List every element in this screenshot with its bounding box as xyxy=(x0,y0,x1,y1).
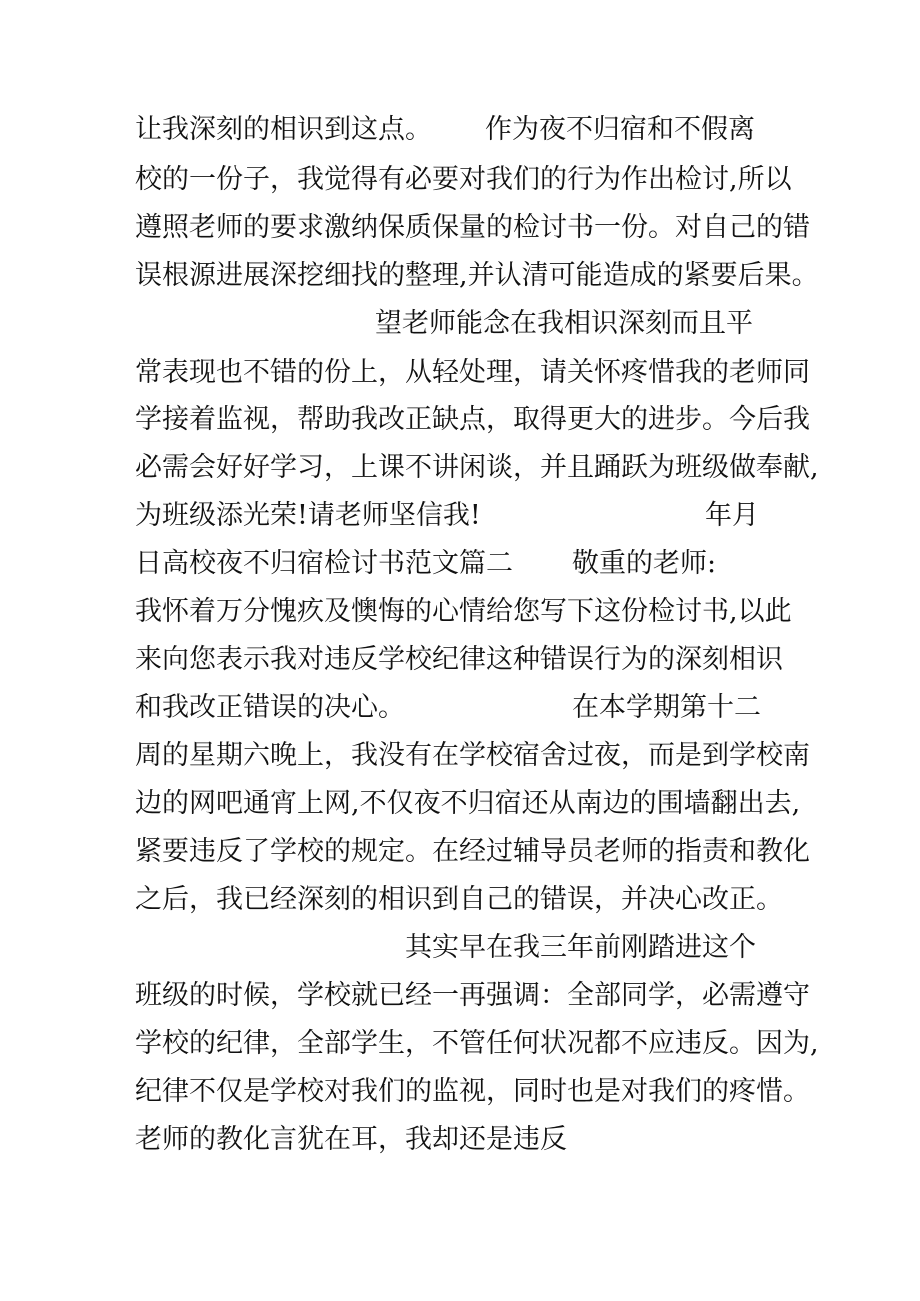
text-line-14: 周的星期六晚上，我没有在学校宿舍过夜，而是到学校南 xyxy=(135,740,810,771)
text-line-13b: 在本学期第十二 xyxy=(572,692,761,723)
text-line-4: 误根源进展深挖细找的整理,并认清可能造成的紧要后果。 xyxy=(135,260,819,291)
text-line-20: 学校的纪律，全部学生，不管任何状况都不应违反。因为, xyxy=(135,1028,819,1059)
text-line-11: 我怀着万分愧疚及懊悔的心情给您写下这份检讨书,以此 xyxy=(135,596,792,627)
text-line-10b: 敬重的老师: xyxy=(572,548,717,579)
text-line-1b: 作为夜不归宿和不假离 xyxy=(485,114,755,145)
text-line-17: 之后，我已经深刻的相识到自己的错误，并决心改正。 xyxy=(135,884,783,915)
text-line-21: 纪律不仅是学校对我们的监视，同时也是对我们的疼惜。 xyxy=(135,1076,810,1107)
text-line-2: 校的一份子，我觉得有必要对我们的行为作出检讨,所以 xyxy=(135,164,792,195)
text-line-12: 来向您表示我对违反学校纪律这种错误行为的深刻相识 xyxy=(135,644,783,675)
text-line-16: 紧要违反了学校的规定。在经过辅导员老师的指责和教化 xyxy=(135,836,810,867)
text-line-8: 必需会好好学习，上课不讲闲谈，并且踊跃为班级做奉献, xyxy=(135,452,819,483)
text-line-13a: 和我改正错误的决心。 xyxy=(135,692,405,723)
text-line-6: 常表现也不错的份上，从轻处理，请关怀疼惜我的老师同 xyxy=(135,357,810,388)
text-line-10a: 日高校夜不归宿检讨书范文篇二 xyxy=(135,548,513,579)
text-line-9b: 年月 xyxy=(705,500,759,531)
text-line-7: 学接着监视，帮助我改正缺点，取得更大的进步。今后我 xyxy=(135,404,810,435)
text-line-18: 其实早在我三年前刚踏进这个 xyxy=(405,932,756,963)
text-line-19: 班级的时候，学校就已经一再强调：全部同学，必需遵守 xyxy=(135,980,810,1011)
text-line-5: 望老师能念在我相识深刻而且平 xyxy=(375,308,753,339)
text-line-1a: 让我深刻的相识到这点。 xyxy=(135,114,432,145)
text-line-22: 老师的教化言犹在耳，我却还是违反 xyxy=(135,1124,567,1155)
text-line-15: 边的网吧通宵上网,不仅夜不归宿还从南边的围墙翻出去, xyxy=(135,788,801,819)
text-line-3: 遵照老师的要求激纳保质保量的检讨书一份。对自己的错 xyxy=(135,212,810,243)
text-line-9a: 为班级添光荣!请老师坚信我! xyxy=(135,500,481,531)
